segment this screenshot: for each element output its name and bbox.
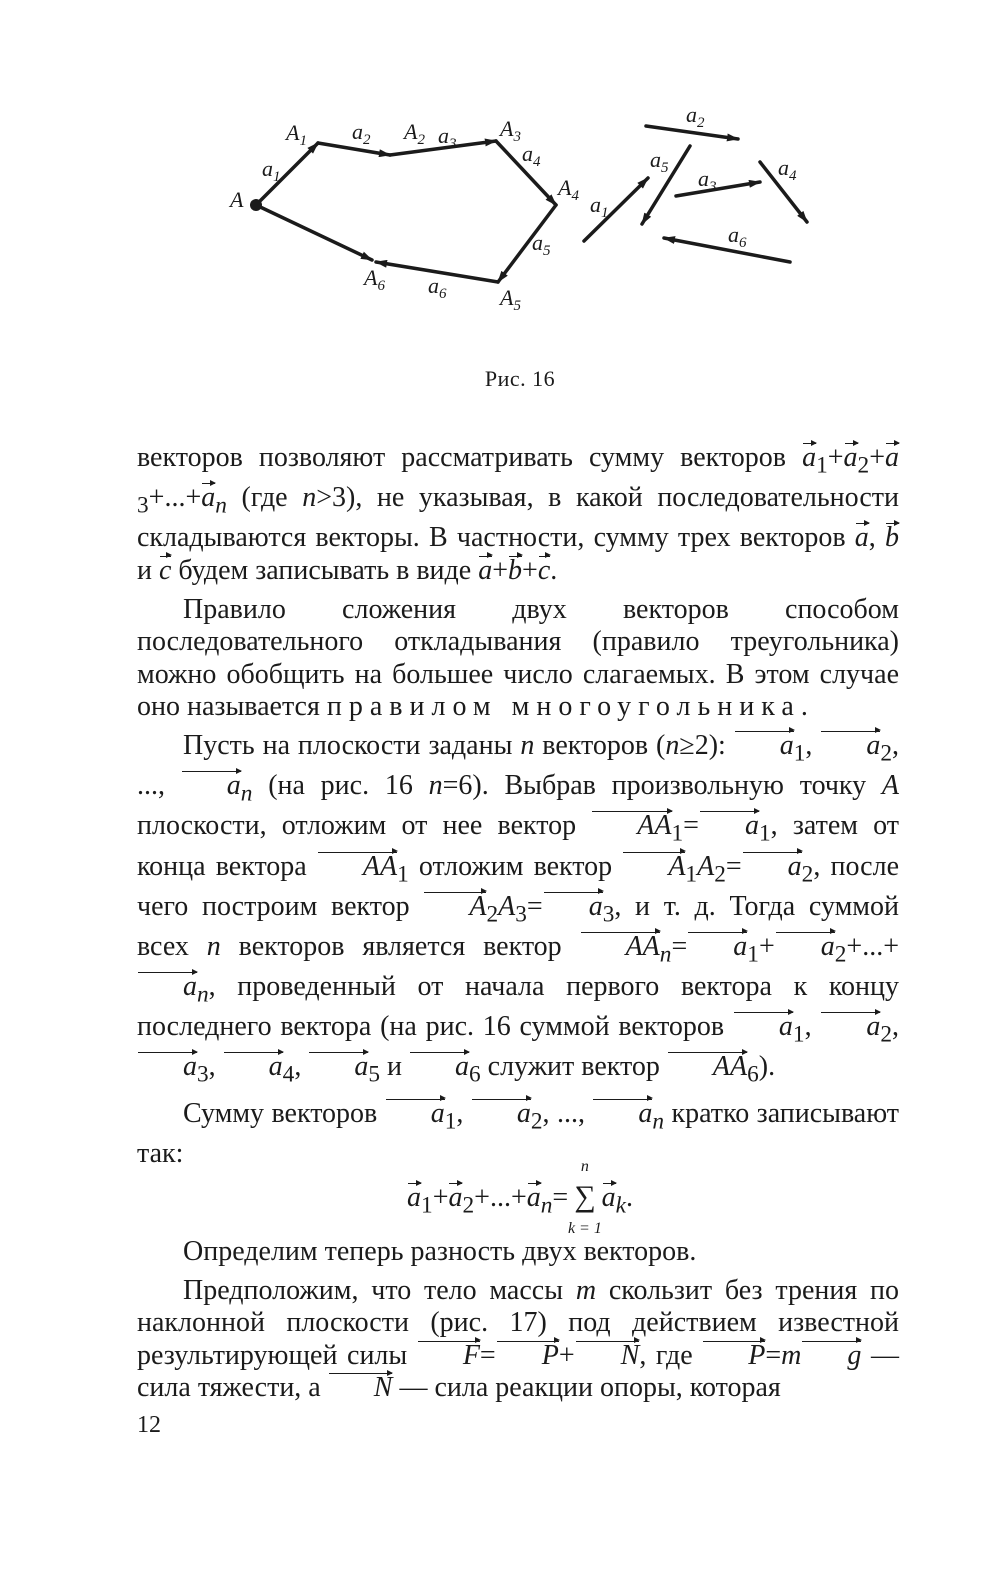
paragraph-6: Предположим, что тело массы m скользит без трения по наклонной плоскости (рис. 17) под действием известной результирующей силы F= P+ N, где P=m g — сила тяжести, а N — сила реакции опоры, которая bbox=[137, 1274, 899, 1404]
label-free-a6: $a_6$ bbox=[728, 222, 747, 251]
sigma-symbol: ∑ n k = 1 bbox=[567, 1158, 602, 1237]
label-free-a4: $a_4$ bbox=[778, 155, 797, 184]
label-a1: $a_1$ bbox=[262, 156, 281, 185]
label-free-a2: $a_2$ bbox=[686, 102, 705, 131]
label-A2: $A_2$ bbox=[404, 119, 425, 148]
figure-caption: Рис. 16 bbox=[484, 366, 556, 391]
point-A-dot bbox=[250, 199, 262, 211]
label-A6: $A_6$ bbox=[364, 265, 385, 294]
vector-a2-line bbox=[318, 143, 390, 155]
vector-polygon-diagram bbox=[0, 0, 1000, 360]
free-vector-a2-line bbox=[646, 126, 738, 139]
label-A5: $A_5$ bbox=[500, 285, 521, 314]
vector-AA6-line bbox=[256, 205, 372, 260]
label-free-a3: $a_3$ bbox=[698, 166, 717, 195]
label-a6: $a_6$ bbox=[428, 273, 447, 302]
label-a2: $a_2$ bbox=[352, 119, 371, 148]
label-A1: $A_1$ bbox=[286, 120, 307, 149]
sum-formula: $a_1+a_2+...+a_n=$ ∑ n k = 1 $a_k$. bbox=[407, 1158, 633, 1237]
label-free-a1: $a_1$ bbox=[590, 192, 609, 221]
paragraph-4: Сумму векторов $a_1$, $a_2$, ..., $a_n$ кратко записывают так: bbox=[137, 1097, 900, 1169]
label-A: A bbox=[230, 187, 244, 212]
label-free-a5: $a_5$ bbox=[650, 147, 669, 176]
label-A3: $A_3$ bbox=[500, 116, 521, 145]
free-vector-a3-line bbox=[676, 182, 760, 196]
label-a5: $a_5$ bbox=[532, 230, 551, 259]
paragraph-3: Пусть на плоскости заданы n векторов (n≥2): $a_1$, $a_2$, ..., $a_n$ (на рис. 16 n=6). Выбрав произвольную точку A плоскости, отложим от нее вектор $AA_1= a_1$, затем от конца вектора $AA_1$ отложим вектор $A_1A_2= a_2$, после чего построим вектор $A_2A_3= a_3$, и т. д. Тогда суммой всех n векторов является вектор $AA_n= a_1+ a_2+...+a_n$, проведенный от начала первого вектора к концу последнего вектора (на рис. 16 суммой векторов $a_1$, $a_2$, $a_3$, $a_4$, $a_5$ и $a_6$ служит вектор $AA_6$). bbox=[137, 729, 900, 1089]
body-text bbox=[137, 442, 899, 1170]
free-vector-a6-line bbox=[664, 238, 790, 262]
body-text-continued bbox=[137, 1236, 899, 1405]
page-number: 12 bbox=[137, 1412, 161, 1438]
paragraph-5: Определим теперь разность двух векторов. bbox=[183, 1236, 697, 1267]
paragraph-2: Правило сложения двух векторов способом последовательного откладывания (правило треугольника) можно обобщить на большее число слагаемых. В этом случае оно называется правилом многоугольника. bbox=[137, 593, 899, 723]
label-a3: $a_3$ bbox=[438, 123, 457, 152]
paragraph-1: векторов позволяют рассматривать сумму векторов $a_1+a_2+a_3+...+a_n$ (где n>3), не указывая, в какой последовательности складываются векторы. В частности, сумму трех векторов a, b и c будем записывать в виде a+b+c. bbox=[137, 442, 900, 586]
figure-16 bbox=[0, 0, 1000, 360]
label-a4: $a_4$ bbox=[522, 141, 541, 170]
label-A4: $A_4$ bbox=[558, 175, 579, 204]
term-polygon-rule: правилом многоугольника bbox=[326, 691, 801, 723]
